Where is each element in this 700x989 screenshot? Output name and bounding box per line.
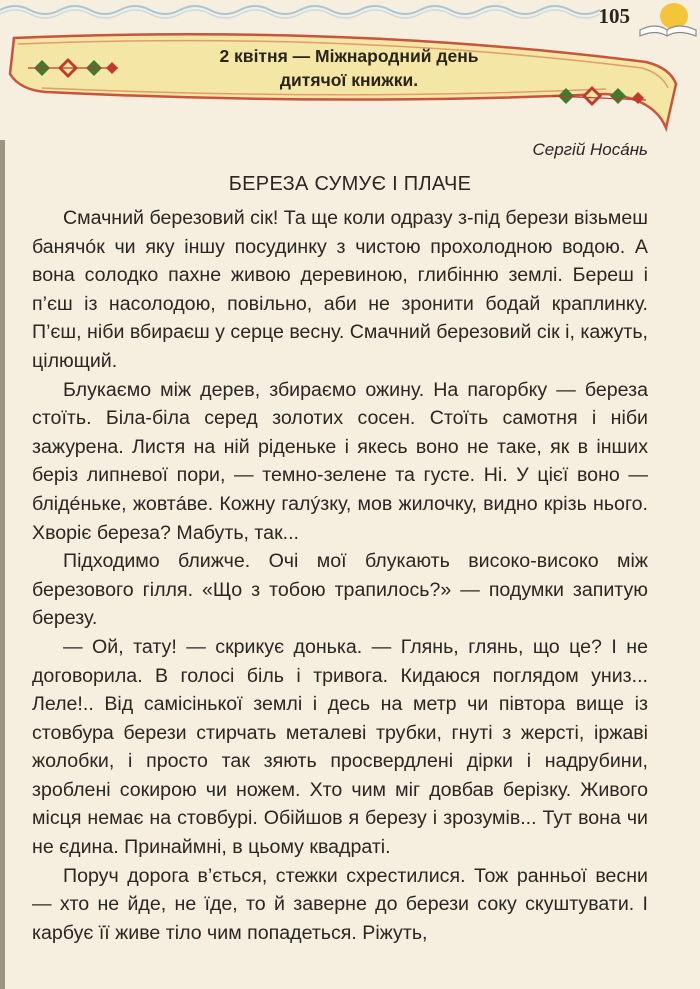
story-title: БЕРЕЗА СУМУЄ І ПЛАЧЕ <box>228 173 472 195</box>
page-number: 105 <box>598 4 630 28</box>
page-binding-edge <box>0 140 5 989</box>
paragraph: Підходимо ближче. Очі мої блукають високо-високо між березового гілля. «Що з тобою трапилось?» — подумки запитую березу. <box>32 550 648 630</box>
banner-line-1: 2 квітня — Міжнародний день <box>219 46 479 66</box>
story-body <box>32 204 648 947</box>
paragraph: Блукаємо між дерев, збираємо ожину. На пагорбку — береза стоїть. Біла-біла серед золотих сосен. Стоїть самотня і ніби зажурена. Листя на ній ріденьке і якесь воно не таке, як в інших беріз липневої пори, — темно-зелене та густе. Ні. У цієї воно — блідéньке, жовтáве. Кожну галýзку, мов жилочку, видно крізь нього. Хворіє береза? Мабуть, так... <box>32 378 648 544</box>
banner-title <box>150 44 548 92</box>
banner-line-2: дитячої книжки. <box>279 70 419 90</box>
paragraph: — Ой, тату! — скрикує донька. — Глянь, глянь, що це? І не договорила. В голосі біль і тривога. Кидаюся поглядом униз... Леле!.. Від самісінької землі і десь на метр чи півтора вище із стовбура берези стирчать металеві трубки, гнуті з жерсті, іржаві жолобки, і просто так зяють просвердлені дірки і надрубини, зроблені сокирою чи ножем. Хто чим міг довбав берізку. Живого місця немає на стовбурі. Обійшов я березу і зрозумів... Тут вона чи не єдина. Принаймні, в цьому квадраті. <box>32 635 648 859</box>
paragraph: Смачний березовий сік! Та ще коли одразу з-під берези візьмеш банячóк чи яку іншу посудинку з чистою прохолодною водою. А вона солодко пахне живою деревиною, глибінню землі. Береш і п’єш із насолодою, повільно, аби не зронити бодай краплинку. П’єш, ніби вбираєш у серце весну. Смачний березовий сік і, кажуть, цілющий. <box>32 207 648 372</box>
decorative-wave-border <box>0 0 700 22</box>
paragraph: Поруч дорога в’ється, стежки схрестилися. Тож ранньої весни — хто не йде, не їде, то й заверне до берези соку скуштувати. І карбує її живе тіло чим попадеться. Ріжуть, <box>32 864 648 944</box>
author-name: Сергій Носáнь <box>532 140 648 159</box>
